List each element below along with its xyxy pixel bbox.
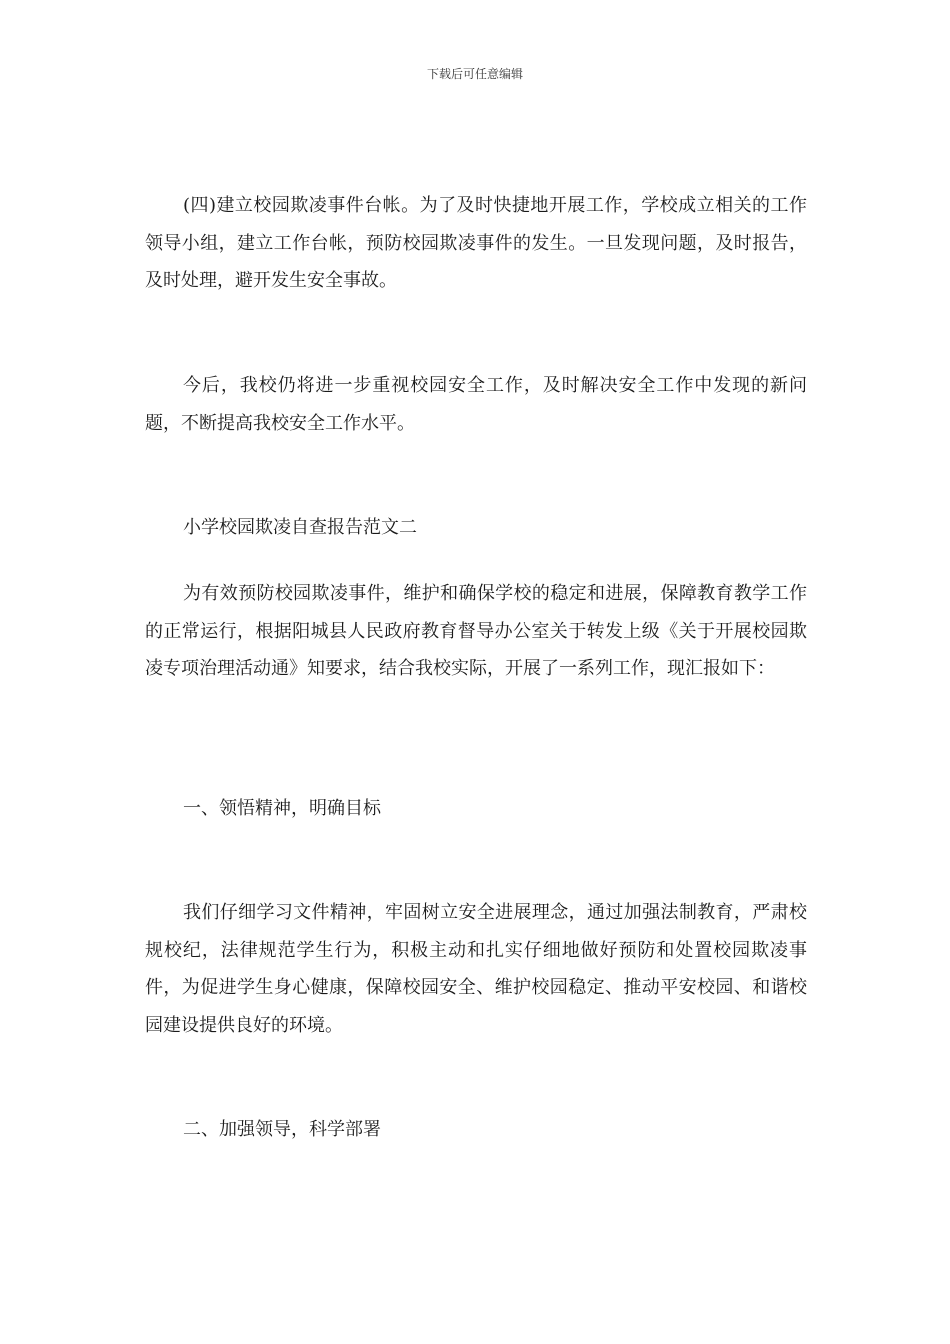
paragraph-bullying-ledger: (四)建立校园欺凌事件台帐。为了及时快捷地开展工作，学校成立相关的工作领导小组，建立工作台帐，预防校园欺凌事件的发生。一旦发现问题，及时报告，及时处理，避开发生安全事故。 bbox=[145, 195, 807, 291]
section-title-report-two: 小学校园欺凌自查报告范文二 bbox=[183, 517, 417, 538]
paragraph-introduction: 为有效预防校园欺凌事件，维护和确保学校的稳定和进展，保障教育教学工作的正常运行，根据阳城县人民政府教育督导办公室关于转发上级《关于开展校园欺凌专项治理活动通》知要求，结合我校实际，开展了一系列工作，现汇报如下： bbox=[145, 583, 807, 679]
paragraph-study-documents: 我们仔细学习文件精神，牢固树立安全进展理念，通过加强法制教育，严肃校规校纪，法律规范学生行为，积极主动和扎实仔细地做好预防和处置校园欺凌事件，为促进学生身心健康，保障校园安全、维护校园稳定、推动平安校园、和谐校园建设提供良好的环境。 bbox=[145, 902, 807, 1036]
paragraph-future-work: 今后，我校仍将进一步重视校园安全工作，及时解决安全工作中发现的新问题，不断提高我校安全工作水平。 bbox=[145, 375, 807, 434]
header-note: 下载后可任意编辑 bbox=[426, 67, 523, 81]
heading-strengthen-leadership: 二、加强领导，科学部署 bbox=[183, 1119, 381, 1140]
heading-understand-spirit: 一、领悟精神，明确目标 bbox=[183, 798, 381, 819]
